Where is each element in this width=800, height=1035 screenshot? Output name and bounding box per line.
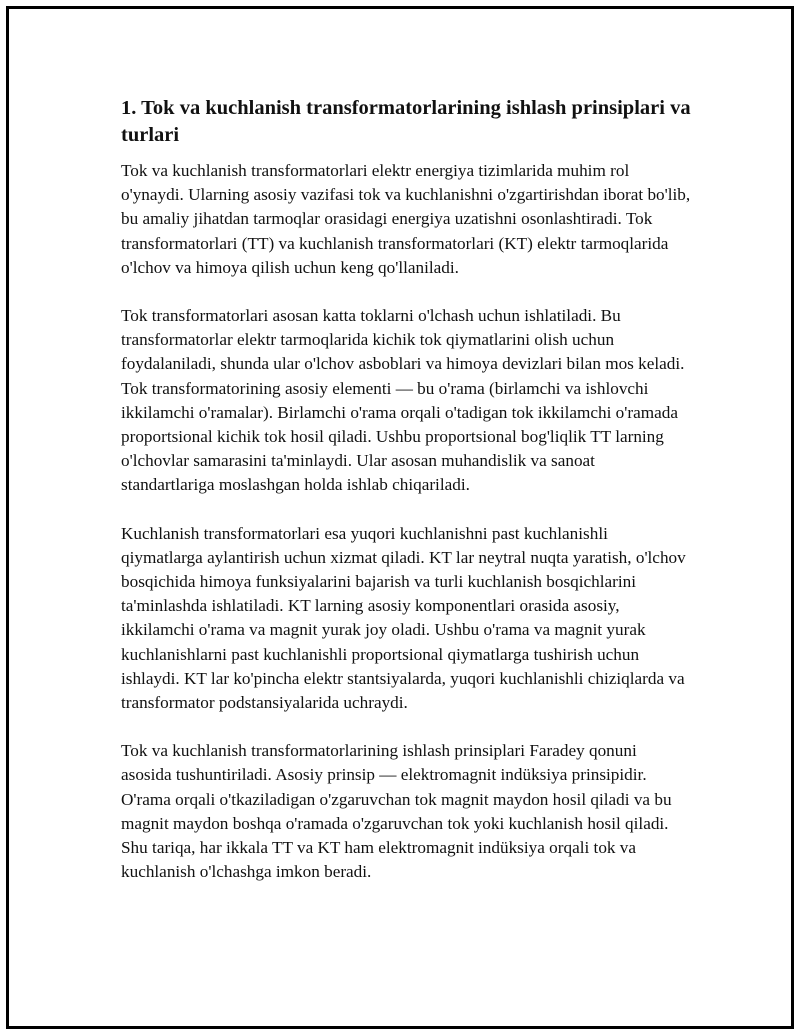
- paragraph-operating-principle: Tok va kuchlanish transformatorlarining ishlash prinsiplari Faradey qonuni asosida tushuntiriladi. Asosiy prinsip — elektromagnit indüksiya prinsipidir. O'rama orqali o'tkaziladigan o'zgaruvchan tok magnit maydon hosil qiladi va bu magnit maydon boshqa o'ramada o'zgaruvchan tok yoki kuchlanish hosil qiladi. Shu tariqa, har ikkala TT va KT ham elektromagnit indüksiya orqali tok va kuchlanish o'lchashga imkon beradi.: [121, 741, 672, 882]
- paragraph-intro: Tok va kuchlanish transformatorlari elektr energiya tizimlarida muhim rol o'ynaydi. Ularning asosiy vazifasi tok va kuchlanishni o'zgartirishdan iborat bo'lib, bu amaliy jihatdan tarmoqlar orasidagi energiya uzatishni osonlashtiradi. Tok transformatorlari (TT) va kuchlanish transformatorlari (KT) elektr tarmoqlarida o'lchov va himoya qilish uchun keng qo'llaniladi.: [121, 161, 691, 277]
- paragraph-current-transformers: Tok transformatorlari asosan katta toklarni o'lchash uchun ishlatiladi. Bu transformatorlar elektr tarmoqlarida kichik tok qiymatlarini olish uchun foydalaniladi, shunda ular o'lchov asboblari va himoya devizlari bilan mos keladi. Tok transformatorining asosiy elementi — bu o'rama (birlamchi va ishlovchi ikkilamchi o'ramalar). Birlamchi o'rama orqali o'tadigan tok ikkilamchi o'ramada proportsional kichik tok hosil qiladi. Ushbu proportsional bog'liqlik TT larning o'lchovlar samarasini ta'minlaydi. Ular asosan muhandislik va sanoat standartlariga moslashgan holda ishlab chiqariladi.: [121, 306, 685, 495]
- page-frame: [6, 6, 794, 1029]
- document-body: [121, 95, 691, 908]
- paragraph-voltage-transformers: Kuchlanish transformatorlari esa yuqori kuchlanishni past kuchlanishli qiymatlarga aylantirish uchun xizmat qiladi. KT lar neytral nuqta yaratish, o'lchov bosqichida himoya funksiyalarini bajarish va turli kuchlanish bosqichlarini ta'minlashda ishlatiladi. KT larning asosiy komponentlari orasida asosiy, ikkilamchi o'rama va magnit yurak joy oladi. Ushbu o'rama va magnit yurak kuchlanishlarni past kuchlanishli proportsional qiymatlarga tushirish uchun ishlaydi. KT lar ko'pincha elektr stantsiyalarda, yuqori kuchlanishli chiziqlarda va transformator podstansiyalarida uchraydi.: [121, 523, 686, 713]
- document-title: 1. Tok va kuchlanish transformatorlarining ishlash prinsiplari va turlari: [121, 97, 691, 146]
